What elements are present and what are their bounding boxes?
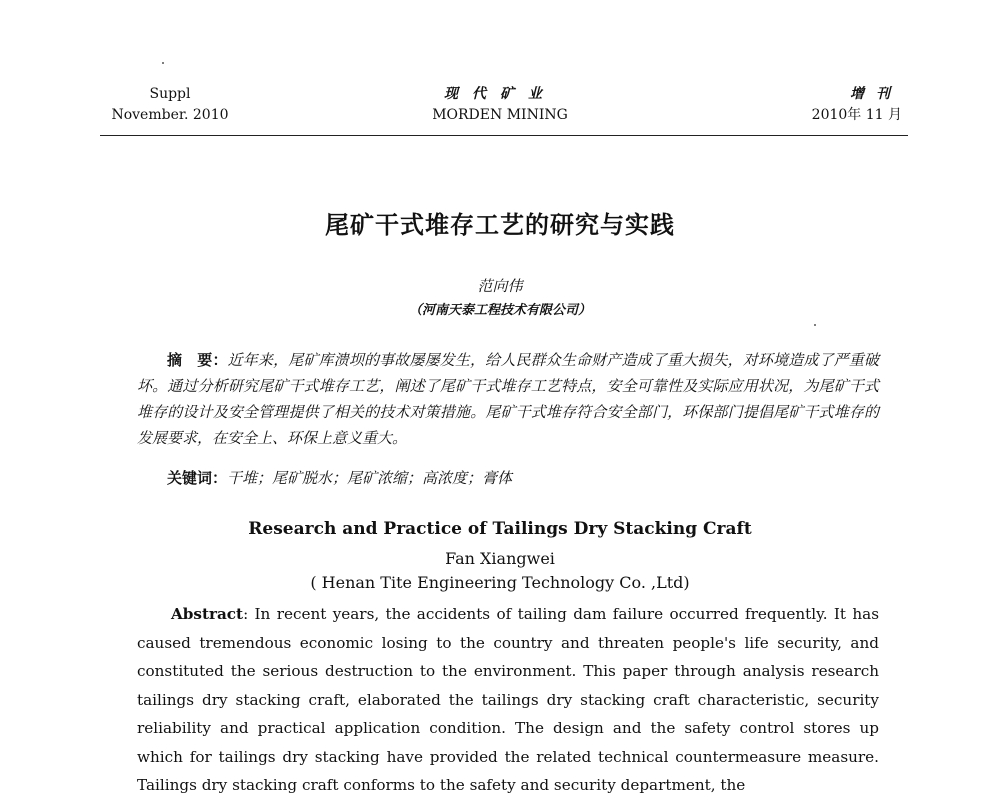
journal-name-cn: 现代矿业: [444, 86, 556, 102]
abstract-cn: [137, 347, 879, 451]
affiliation-en: ( Henan Tite Engineering Technology Co. ,Ltd): [310, 573, 690, 592]
header-date-cn: 2010年 11 月: [811, 107, 902, 123]
keywords-label-cn: 关键词：: [167, 469, 228, 487]
abstract-en: [137, 600, 879, 800]
abstract-text-cn: 近年来，尾矿库溃坝的事故屡屡发生，给人民群众生命财产造成了重大损失，对环境造成了严重破坏。通过分析研究尾矿干式堆存工艺，阐述了尾矿干式堆存工艺特点，安全可靠性及实际应用状况，为尾矿干式堆存的设计及安全管理提供了相关的技术对策措施。尾矿干式堆存符合安全部门，环保部门提倡尾矿干式堆存的发展要求，在安全上、环保上意义重大。: [137, 351, 879, 447]
header-right: [780, 84, 902, 126]
scan-speck: [814, 324, 816, 326]
author-en: Fan Xiangwei: [445, 549, 555, 568]
keywords-text-cn: 干堆；尾矿脱水；尾矿浓缩；高浓度；膏体: [227, 469, 513, 487]
header-suppl: Suppl: [149, 86, 191, 102]
keywords-cn: [167, 465, 879, 491]
author-cn: 范向伟: [477, 277, 523, 295]
header-supplement-cn: 增刊: [850, 86, 902, 102]
journal-name-en: MORDEN MINING: [432, 107, 568, 123]
header-rule: [100, 135, 908, 136]
article-title-en: Research and Practice of Tailings Dry Stacking Craft: [248, 519, 752, 539]
header-left: [100, 84, 240, 126]
article-title-cn: 尾矿干式堆存工艺的研究与实践: [325, 211, 675, 239]
abstract-label-cn: 摘 要：: [167, 351, 228, 369]
scan-speck: [162, 62, 164, 64]
header-date-en: November. 2010: [111, 107, 229, 123]
abstract-text-en: : In recent years, the accidents of tailing dam failure occurred frequently. It has caused tremendous economic losing to the country and threaten people's life security, and constituted the serious destruction to the environment. This paper through analysis research tailings dry stacking craft, elaborated the tailings dry stacking craft characteristic, security reliability and practical application condition. The design and the safety control stores up which for tailings dry stacking have provided the related technical countermeasure measure. Tailings dry stacking craft conforms to the safety and security department, the: [137, 605, 879, 794]
abstract-label-en: Abstract: [171, 605, 244, 623]
header-center: [390, 84, 610, 126]
affiliation-cn: （河南天泰工程技术有限公司）: [408, 303, 591, 318]
